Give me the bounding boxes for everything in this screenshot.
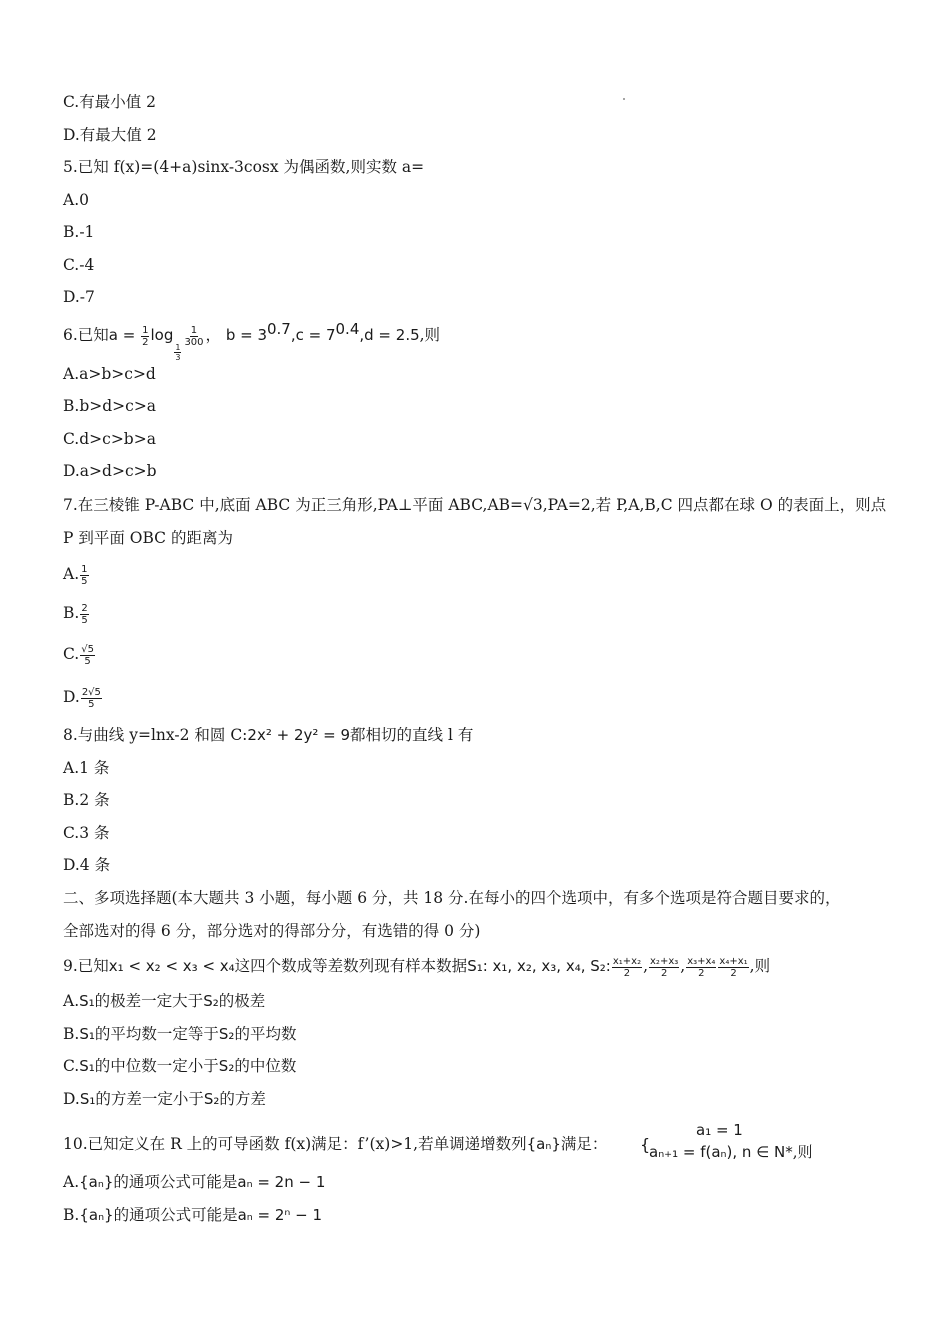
q9-option-b xyxy=(63,1024,296,1044)
q10-b-seq: {aₙ} xyxy=(79,1206,114,1224)
q7-option-d xyxy=(63,684,103,710)
q7-c-label: C. xyxy=(63,645,80,663)
q6-prefix: 6.已知 xyxy=(63,326,109,344)
q10-seq: {aₙ} xyxy=(526,1135,561,1153)
q6-option-d: D.a>d>c>b xyxy=(63,462,157,480)
q10-option-a xyxy=(63,1172,325,1192)
q10-row1: a₁ = 1 xyxy=(696,1121,743,1139)
q9-a-s1: S₁ xyxy=(79,992,95,1010)
q7-b-label: B. xyxy=(63,604,80,622)
q6-c-expr: ,c = 7 xyxy=(290,326,336,344)
q9-f3-den: 2 xyxy=(698,967,705,979)
q7-d-den: 5 xyxy=(88,698,95,710)
q6-sep: ， xyxy=(205,326,222,344)
q10-stem-pre: 10.已知定义在 R 上的可导函数 f(x)满足：f’(x)>1,若单调递增数列 xyxy=(63,1135,527,1153)
q9-comma2: , xyxy=(680,957,686,975)
q9-f2-den: 2 xyxy=(660,967,668,979)
q8-option-b: B.2 条 xyxy=(63,791,110,809)
q10-option-b xyxy=(63,1205,322,1225)
q10-row2-eq: aₙ₊₁ = f(aₙ), n ∈ N* xyxy=(649,1143,793,1161)
q6-log-arg-fraction xyxy=(183,325,204,348)
q9-b-s1: S₁ xyxy=(79,1025,95,1043)
q6-b-exp: 0.7 xyxy=(266,319,291,338)
q7-a-den: 5 xyxy=(81,575,88,587)
q8-stem-post: 都相切的直线 l 有 xyxy=(350,726,474,744)
q7-c-den: 5 xyxy=(84,655,91,667)
q7-a-label: A. xyxy=(63,565,80,583)
q6-option-a: A.a>b>c>d xyxy=(63,365,156,383)
q9-d-s1: S₁ xyxy=(79,1090,96,1108)
q9-prefix: 9.已知 xyxy=(63,957,109,975)
q4-option-c: C.有最小值 2 xyxy=(63,93,157,111)
q6-arg-num: 1 xyxy=(190,324,198,336)
q9-f1-den: 2 xyxy=(623,967,631,979)
q7-a-num: 1 xyxy=(81,563,88,575)
q9-frac2 xyxy=(649,956,679,979)
q9-s1: S₁: x₁, x₂, x₃, x₄, S₂: xyxy=(467,957,611,975)
q7-a-fraction xyxy=(80,564,88,587)
q6-option-b: B.b>d>c>a xyxy=(63,397,157,415)
q9-frac1 xyxy=(612,956,642,979)
q9-f4-num: x₄+x₁ xyxy=(719,955,748,967)
q8-option-d: D.4 条 xyxy=(63,856,111,874)
q9-b-s2: S₂ xyxy=(218,1025,235,1043)
q10-stem-mid: 满足： xyxy=(560,1135,608,1153)
q6-half-den: 2 xyxy=(142,336,149,348)
q9-d-mid: 的方差一定小于 xyxy=(95,1090,204,1108)
q10-a-seq: {aₙ} xyxy=(79,1173,114,1191)
q7-d-num: 2√5 xyxy=(81,686,101,698)
q6-base-den: 3 xyxy=(175,353,181,362)
q9-stem xyxy=(63,951,770,981)
q7-c-fraction xyxy=(80,644,95,667)
q9-a-pre: A. xyxy=(63,992,80,1010)
section2-header-line2: 全部选对的得 6 分，部分选对的得部分分，有选错的得 0 分) xyxy=(63,922,481,940)
q9-b-mid: 的平均数一定等于 xyxy=(94,1025,219,1043)
q6-stem xyxy=(63,320,440,362)
q9-option-d xyxy=(63,1089,266,1109)
q10-stem xyxy=(63,1134,607,1154)
q9-a-s2: S₂ xyxy=(203,992,219,1010)
q5-option-c: C.-4 xyxy=(63,256,95,274)
q6-a-lhs: a = xyxy=(108,326,141,344)
q8-stem-eq: 2x² + 2y² = 9 xyxy=(247,726,351,744)
q8-stem-pre: 8.与曲线 y=lnx-2 和圆 C: xyxy=(63,726,248,744)
q9-ineq: x₁ < x₂ < x₃ < x₄ xyxy=(108,957,235,975)
q9-a-post: 的极差 xyxy=(218,992,266,1010)
q7-stem-line1: 7.在三棱锥 P-ABC 中,底面 ABC 为正三角形,PA⊥平面 ABC,AB=√3,PA=2,若 P,A,B,C 四点都在球 O 的表面上，则点 xyxy=(63,496,887,514)
q6-half-num: 1 xyxy=(142,324,149,336)
q9-f2-num: x₂+x₃ xyxy=(650,955,679,967)
q6-base-num: 1 xyxy=(175,343,181,352)
q7-option-b xyxy=(63,600,90,626)
q7-option-c xyxy=(63,641,96,667)
q9-f3-num: x₃+x₄ xyxy=(687,955,716,967)
q9-d-pre: D. xyxy=(63,1090,80,1108)
q9-b-pre: B. xyxy=(63,1025,80,1043)
q5-option-d: D.-7 xyxy=(63,288,95,306)
q7-b-den: 5 xyxy=(81,614,88,626)
scan-speck xyxy=(623,98,625,100)
q5-option-a: A.0 xyxy=(63,191,89,209)
q5-option-b: B.-1 xyxy=(63,223,95,241)
q9-d-post: 的方差 xyxy=(219,1090,266,1108)
q6-log-base-fraction xyxy=(174,343,181,362)
q9-c-s1: S₁ xyxy=(79,1057,95,1075)
q5-stem: 5.已知 f(x)=(4+a)sinx-3cosx 为偶函数,则实数 a= xyxy=(63,158,425,176)
q9-d-s2: S₂ xyxy=(203,1090,220,1108)
q8-stem xyxy=(63,725,473,745)
q7-stem-line2: P 到平面 OBC 的距离为 xyxy=(63,529,233,547)
q7-option-a xyxy=(63,561,90,587)
q9-suffix: ,则 xyxy=(749,957,771,975)
q9-c-post: 的中位数 xyxy=(234,1057,297,1075)
q9-frac4 xyxy=(718,956,748,979)
q6-arg-den: 300 xyxy=(184,336,204,348)
q7-c-num: √5 xyxy=(81,643,94,655)
q6-b-expr: b = 3 xyxy=(221,326,267,344)
q6-suffix: ,则 xyxy=(419,326,441,344)
q6-half-fraction xyxy=(141,325,149,348)
q10-a-pre: A. xyxy=(63,1173,80,1191)
q10-b-mid: 的通项公式可能是 xyxy=(113,1206,238,1224)
q8-option-a: A.1 条 xyxy=(63,759,110,777)
q6-option-c: C.d>c>b>a xyxy=(63,430,156,448)
q10-b-pre: B. xyxy=(63,1206,80,1224)
q9-option-c xyxy=(63,1056,296,1076)
q10-suffix: ,则 xyxy=(792,1143,813,1161)
q7-b-fraction xyxy=(80,603,88,626)
q9-mid: 这四个数成等差数列现有样本数据 xyxy=(234,957,468,975)
q10-brace: { xyxy=(640,1135,651,1154)
q9-b-post: 的平均数 xyxy=(234,1025,297,1043)
q9-f1-num: x₁+x₂ xyxy=(612,955,642,967)
q9-f4-den: 2 xyxy=(730,967,737,979)
q7-b-num: 2 xyxy=(81,602,88,614)
q6-log: log xyxy=(150,326,174,344)
q9-c-pre: C. xyxy=(63,1057,80,1075)
q6-d-expr: ,d = 2.5 xyxy=(359,326,420,344)
q10-a-mid: 的通项公式可能是 xyxy=(113,1173,238,1191)
q9-c-mid: 的中位数一定小于 xyxy=(94,1057,219,1075)
q9-c-s2: S₂ xyxy=(218,1057,235,1075)
q7-d-label: D. xyxy=(63,688,80,706)
q7-d-fraction xyxy=(81,687,102,710)
q10-row2 xyxy=(649,1141,813,1162)
q9-a-mid: 的极差一定大于 xyxy=(94,992,204,1010)
q9-option-a xyxy=(63,991,265,1011)
section2-header-line1: 二、多项选择题(本大题共 3 小题，每小题 6 分，共 18 分.在每小的四个选项中，有多个选项是符合题目要求的， xyxy=(63,889,841,907)
q4-option-d: D.有最大值 2 xyxy=(63,126,157,144)
q9-comma1: , xyxy=(643,957,649,975)
q10-a-formula: aₙ = 2n − 1 xyxy=(237,1173,326,1191)
q10-b-formula: aₙ = 2ⁿ − 1 xyxy=(237,1206,323,1224)
q8-option-c: C.3 条 xyxy=(63,824,110,842)
q9-frac3 xyxy=(686,956,716,979)
q6-c-exp: 0.4 xyxy=(335,319,360,338)
